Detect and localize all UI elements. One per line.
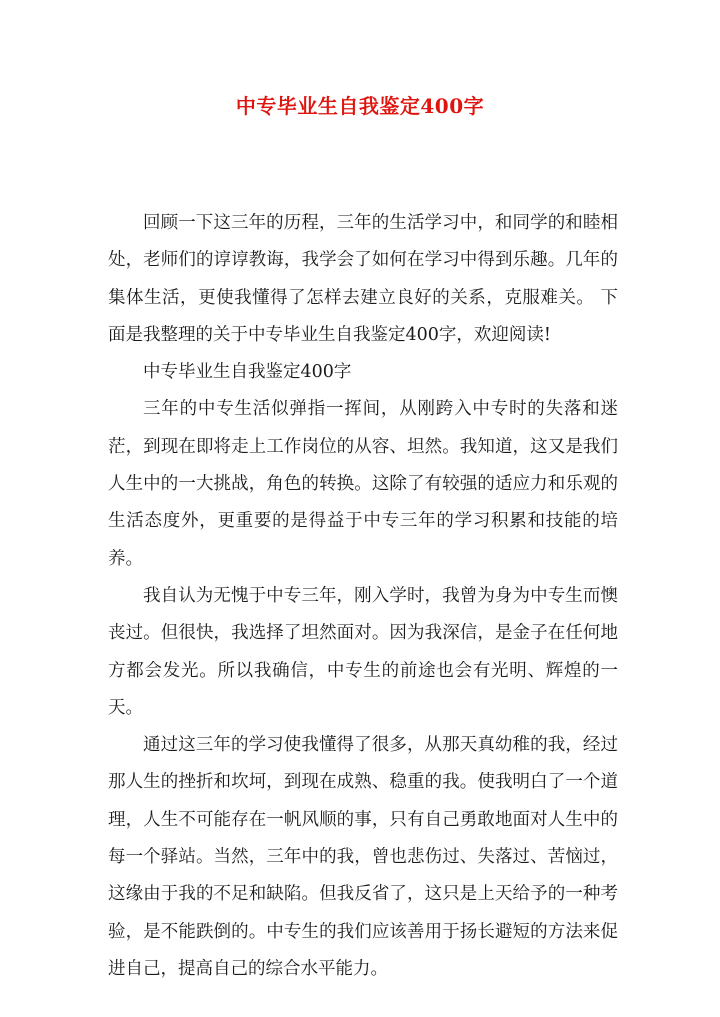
body-paragraph-3: 通过这三年的学习使我懂得了很多，从那天真幼稚的我，经过那人生的挫折和坎坷，到现在成熟、稳重的我。使我明白了一个道理，人生不可能存在一帆风顺的事，只有自己勇敢地面对人生中的每一个驿站。当然，三年中的我，曾也悲伤过、失落过、苦恼过，这缘由于我的不足和缺陷。但我反省了，这只是上天给予的一种考验，是不能跌倒的。中专生的我们应该善用于扬长避短的方法来促进自己，提高自己的综合水平能力。 (108, 735, 618, 979)
document-body (108, 205, 618, 988)
document-title: 中专毕业生自我鉴定400字 (235, 94, 485, 118)
body-paragraph-2: 我自认为无愧于中专三年，刚入学时，我曾为身为中专生而懊丧过。但很快，我选择了坦然面对。因为我深信，是金子在任何地方都会发光。所以我确信，中专生的前途也会有光明、辉煌的一天。 (108, 585, 618, 718)
section-heading: 中专毕业生自我鉴定400字 (143, 362, 352, 383)
body-paragraph-1: 三年的中专生活似弹指一挥间，从刚跨入中专时的失落和迷茫，到现在即将走上工作岗位的从容、坦然。我知道，这又是我们人生中的一大挑战，角色的转换。这除了有较强的适应力和乐观的生活态度外，更重要的是得益于中专三年的学习积累和技能的培养。 (108, 399, 618, 569)
intro-paragraph: 回顾一下这三年的历程，三年的生活学习中，和同学的和睦相处，老师们的谆谆教诲，我学会了如何在学习中得到乐趣。几年的集体生活，更使我懂得了怎样去建立良好的关系，克服难关。 下面是我整理的关于中专毕业生自我鉴定400字，欢迎阅读! (108, 213, 618, 345)
